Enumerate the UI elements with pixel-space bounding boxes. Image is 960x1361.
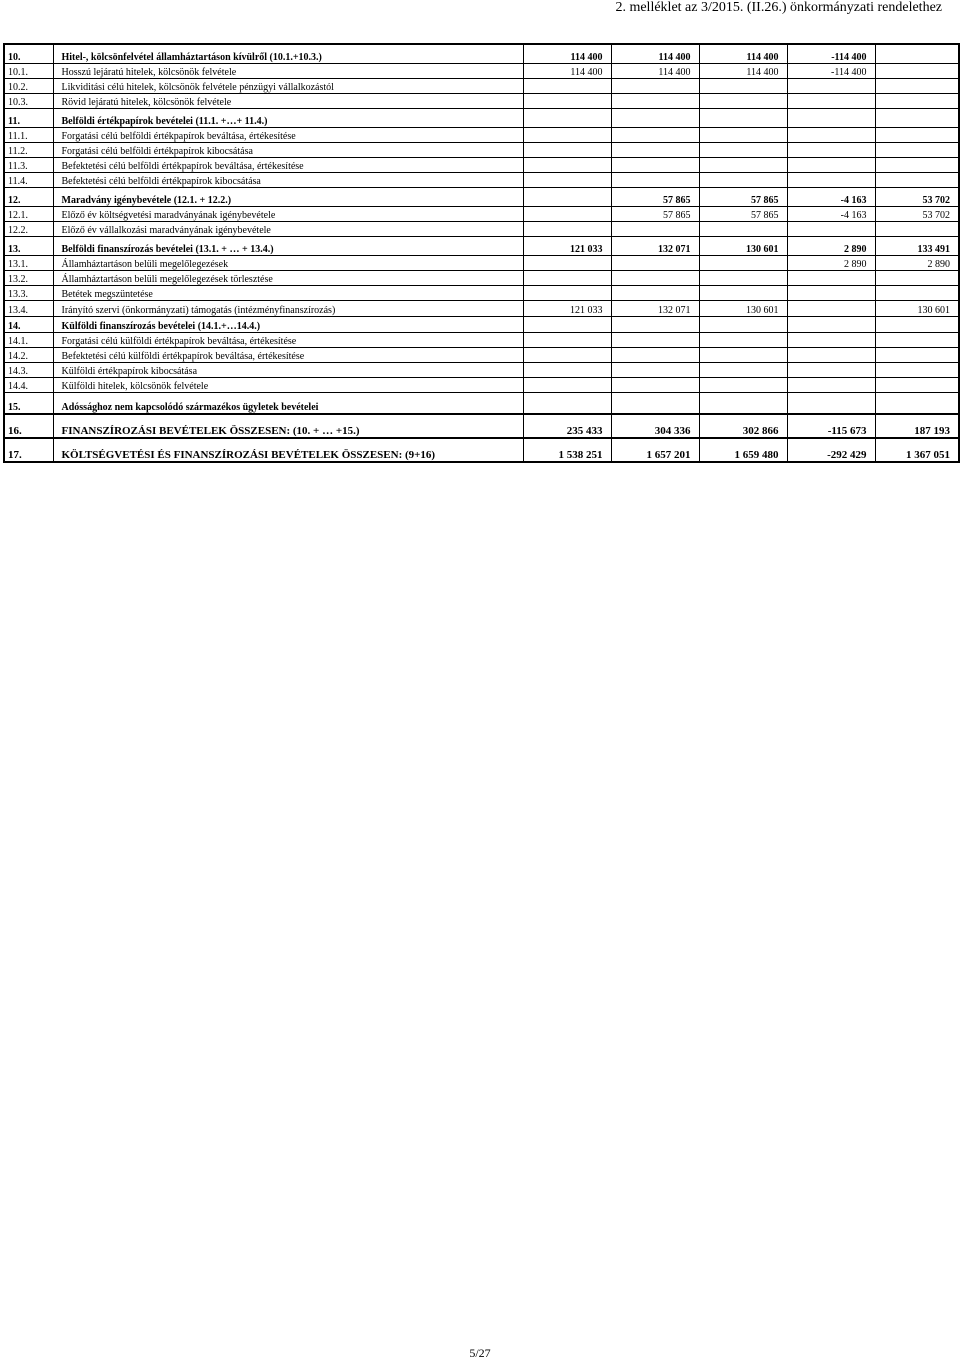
row-value-v3 (699, 348, 787, 363)
row-label: Adóssághoz nem kapcsolódó származékos ügyletek bevételei (53, 393, 523, 415)
row-value-v2: 57 865 (611, 207, 699, 222)
row-code: 11.1. (4, 128, 53, 143)
row-value-v2 (611, 363, 699, 378)
row-value-v5 (875, 143, 959, 158)
row-value-v2: 132 071 (611, 237, 699, 256)
row-value-v2 (611, 317, 699, 333)
row-value-v4: -4 163 (787, 188, 875, 207)
row-value-v4 (787, 158, 875, 173)
row-value-v5: 133 491 (875, 237, 959, 256)
row-label: Hosszú lejáratú hitelek, kölcsönök felvétele (53, 64, 523, 79)
row-label: Rövid lejáratú hitelek, kölcsönök felvétele (53, 94, 523, 109)
table-row (4, 207, 959, 222)
table-row (4, 256, 959, 271)
row-value-v1 (523, 317, 611, 333)
row-value-v1 (523, 378, 611, 393)
page-header-title: 2. melléklet az 3/2015. (II.26.) önkormányzati rendelethez (615, 0, 942, 15)
row-label: Belföldi finanszírozás bevételei (13.1. + … + 13.4.) (53, 237, 523, 256)
row-value-v4: -292 429 (787, 438, 875, 462)
row-value-v5 (875, 44, 959, 64)
row-label: Államháztartáson belüli megelőlegezések (53, 256, 523, 271)
row-value-v2 (611, 256, 699, 271)
page-number: 5/27 (469, 1346, 491, 1360)
row-value-v1 (523, 207, 611, 222)
row-value-v2 (611, 222, 699, 237)
row-code: 11.3. (4, 158, 53, 173)
row-value-v4 (787, 348, 875, 363)
row-value-v4: 2 890 (787, 256, 875, 271)
row-value-v1 (523, 188, 611, 207)
table-row (4, 128, 959, 143)
row-value-v5 (875, 378, 959, 393)
row-value-v5 (875, 317, 959, 333)
row-label: Befektetési célú belföldi értékpapírok beváltása, értékesítése (53, 158, 523, 173)
row-value-v3 (699, 256, 787, 271)
row-value-v1 (523, 158, 611, 173)
table-row (4, 414, 959, 438)
row-value-v3 (699, 143, 787, 158)
row-label: Külföldi hitelek, kölcsönök felvétele (53, 378, 523, 393)
row-value-v4 (787, 363, 875, 378)
row-value-v3 (699, 333, 787, 348)
row-value-v2: 1 657 201 (611, 438, 699, 462)
table-row (4, 222, 959, 237)
table-row (4, 143, 959, 158)
row-label: Előző év vállalkozási maradványának igénybevétele (53, 222, 523, 237)
row-value-v3 (699, 173, 787, 188)
table-row (4, 378, 959, 393)
row-value-v3 (699, 286, 787, 301)
table-row (4, 317, 959, 333)
row-value-v1: 1 538 251 (523, 438, 611, 462)
row-value-v3 (699, 109, 787, 128)
row-value-v1 (523, 143, 611, 158)
row-code: 13.3. (4, 286, 53, 301)
row-label: Likviditási célú hitelek, kölcsönök felvétele pénzügyi vállalkozástól (53, 79, 523, 94)
row-value-v5: 53 702 (875, 207, 959, 222)
row-value-v5: 2 890 (875, 256, 959, 271)
row-label: FINANSZÍROZÁSI BEVÉTELEK ÖSSZESEN: (10. + … +15.) (53, 414, 523, 438)
row-value-v2 (611, 333, 699, 348)
row-value-v5 (875, 222, 959, 237)
row-value-v2: 304 336 (611, 414, 699, 438)
row-value-v3 (699, 222, 787, 237)
row-value-v2: 114 400 (611, 44, 699, 64)
row-label: Államháztartáson belüli megelőlegezések törlesztése (53, 271, 523, 286)
row-value-v4 (787, 271, 875, 286)
row-code: 10. (4, 44, 53, 64)
row-value-v4 (787, 378, 875, 393)
row-label: Forgatási célú belföldi értékpapírok beváltása, értékesítése (53, 128, 523, 143)
row-label: Belföldi értékpapírok bevételei (11.1. +…+ 11.4.) (53, 109, 523, 128)
row-value-v1: 114 400 (523, 44, 611, 64)
row-value-v5 (875, 94, 959, 109)
financing-revenue-table (3, 43, 960, 463)
row-value-v4 (787, 317, 875, 333)
row-code: 14.1. (4, 333, 53, 348)
row-value-v4 (787, 301, 875, 317)
table-row (4, 438, 959, 462)
row-value-v3 (699, 271, 787, 286)
row-value-v2: 132 071 (611, 301, 699, 317)
row-value-v5: 1 367 051 (875, 438, 959, 462)
row-value-v5: 187 193 (875, 414, 959, 438)
row-value-v5: 53 702 (875, 188, 959, 207)
row-value-v4: -114 400 (787, 44, 875, 64)
row-code: 13.1. (4, 256, 53, 271)
row-value-v3 (699, 393, 787, 415)
row-value-v1 (523, 128, 611, 143)
row-value-v4: 2 890 (787, 237, 875, 256)
row-code: 14.4. (4, 378, 53, 393)
row-value-v3 (699, 363, 787, 378)
row-value-v2 (611, 286, 699, 301)
row-value-v4 (787, 173, 875, 188)
row-code: 12.1. (4, 207, 53, 222)
row-label: Befektetési célú belföldi értékpapírok kibocsátása (53, 173, 523, 188)
table-row (4, 79, 959, 94)
row-value-v1 (523, 286, 611, 301)
row-value-v5 (875, 333, 959, 348)
table-row (4, 286, 959, 301)
row-value-v2 (611, 128, 699, 143)
row-code: 13.4. (4, 301, 53, 317)
row-code: 11.4. (4, 173, 53, 188)
row-value-v1 (523, 94, 611, 109)
row-value-v4 (787, 222, 875, 237)
row-value-v2 (611, 158, 699, 173)
row-label: Forgatási célú külföldi értékpapírok beváltása, értékesítése (53, 333, 523, 348)
row-value-v4 (787, 128, 875, 143)
row-value-v1: 235 433 (523, 414, 611, 438)
row-value-v5 (875, 286, 959, 301)
row-value-v3: 302 866 (699, 414, 787, 438)
row-value-v5 (875, 271, 959, 286)
row-value-v3 (699, 317, 787, 333)
row-label: Irányító szervi (önkormányzati) támogatás (intézményfinanszírozás) (53, 301, 523, 317)
row-label: Külföldi finanszírozás bevételei (14.1.+…14.4.) (53, 317, 523, 333)
row-value-v1 (523, 79, 611, 94)
row-value-v5 (875, 128, 959, 143)
row-value-v1 (523, 363, 611, 378)
row-value-v4: -114 400 (787, 64, 875, 79)
table-row (4, 393, 959, 415)
row-label: Külföldi értékpapírok kibocsátása (53, 363, 523, 378)
row-value-v5 (875, 393, 959, 415)
row-value-v2: 57 865 (611, 188, 699, 207)
row-value-v2 (611, 378, 699, 393)
row-value-v3 (699, 158, 787, 173)
row-value-v1: 121 033 (523, 237, 611, 256)
row-value-v1: 121 033 (523, 301, 611, 317)
row-code: 13. (4, 237, 53, 256)
row-value-v2 (611, 109, 699, 128)
row-label: Forgatási célú belföldi értékpapírok kibocsátása (53, 143, 523, 158)
row-value-v5 (875, 173, 959, 188)
row-value-v3: 1 659 480 (699, 438, 787, 462)
row-value-v4 (787, 286, 875, 301)
row-code: 14.3. (4, 363, 53, 378)
row-value-v3: 114 400 (699, 44, 787, 64)
row-value-v2 (611, 143, 699, 158)
row-code: 11.2. (4, 143, 53, 158)
table-row (4, 158, 959, 173)
row-value-v2 (611, 94, 699, 109)
row-code: 14. (4, 317, 53, 333)
row-value-v4 (787, 94, 875, 109)
row-code: 13.2. (4, 271, 53, 286)
row-value-v2: 114 400 (611, 64, 699, 79)
row-value-v2 (611, 348, 699, 363)
row-value-v3 (699, 94, 787, 109)
row-value-v3: 130 601 (699, 301, 787, 317)
table-row (4, 301, 959, 317)
row-value-v3: 130 601 (699, 237, 787, 256)
row-label: Betétek megszüntetése (53, 286, 523, 301)
row-code: 16. (4, 414, 53, 438)
table-row (4, 188, 959, 207)
row-code: 10.3. (4, 94, 53, 109)
row-value-v3: 114 400 (699, 64, 787, 79)
row-value-v5: 130 601 (875, 301, 959, 317)
row-value-v1 (523, 348, 611, 363)
row-value-v5 (875, 348, 959, 363)
row-value-v1 (523, 393, 611, 415)
row-value-v1 (523, 256, 611, 271)
table-row (4, 333, 959, 348)
row-code: 10.2. (4, 79, 53, 94)
row-value-v1 (523, 333, 611, 348)
row-label: Maradvány igénybevétele (12.1. + 12.2.) (53, 188, 523, 207)
row-value-v3 (699, 128, 787, 143)
row-code: 15. (4, 393, 53, 415)
row-code: 10.1. (4, 64, 53, 79)
row-value-v5 (875, 79, 959, 94)
row-label: Előző év költségvetési maradványának igénybevétele (53, 207, 523, 222)
row-value-v3 (699, 79, 787, 94)
row-value-v1 (523, 109, 611, 128)
table-row (4, 271, 959, 286)
row-value-v5 (875, 64, 959, 79)
row-value-v4: -4 163 (787, 207, 875, 222)
row-value-v3 (699, 378, 787, 393)
row-code: 12.2. (4, 222, 53, 237)
row-code: 17. (4, 438, 53, 462)
row-value-v5 (875, 363, 959, 378)
row-value-v4 (787, 333, 875, 348)
row-value-v1 (523, 222, 611, 237)
row-label: KÖLTSÉGVETÉSI ÉS FINANSZÍROZÁSI BEVÉTELEK ÖSSZESEN: (9+16) (53, 438, 523, 462)
table-row (4, 44, 959, 64)
row-label: Hitel-, kölcsönfelvétel államháztartáson kívülről (10.1.+10.3.) (53, 44, 523, 64)
table-row (4, 173, 959, 188)
row-code: 11. (4, 109, 53, 128)
row-value-v3: 57 865 (699, 207, 787, 222)
row-value-v2 (611, 393, 699, 415)
table-row (4, 109, 959, 128)
row-value-v1 (523, 271, 611, 286)
row-code: 14.2. (4, 348, 53, 363)
row-value-v4 (787, 79, 875, 94)
row-value-v1 (523, 173, 611, 188)
row-value-v5 (875, 158, 959, 173)
row-value-v2 (611, 271, 699, 286)
table-row (4, 237, 959, 256)
table-row (4, 348, 959, 363)
row-label: Befektetési célú külföldi értékpapírok beváltása, értékesítése (53, 348, 523, 363)
table-row (4, 94, 959, 109)
row-code: 12. (4, 188, 53, 207)
row-value-v2 (611, 173, 699, 188)
row-value-v2 (611, 79, 699, 94)
row-value-v4 (787, 109, 875, 128)
row-value-v4: -115 673 (787, 414, 875, 438)
row-value-v4 (787, 143, 875, 158)
row-value-v3: 57 865 (699, 188, 787, 207)
table-row (4, 64, 959, 79)
table-row (4, 363, 959, 378)
row-value-v4 (787, 393, 875, 415)
row-value-v5 (875, 109, 959, 128)
row-value-v1: 114 400 (523, 64, 611, 79)
